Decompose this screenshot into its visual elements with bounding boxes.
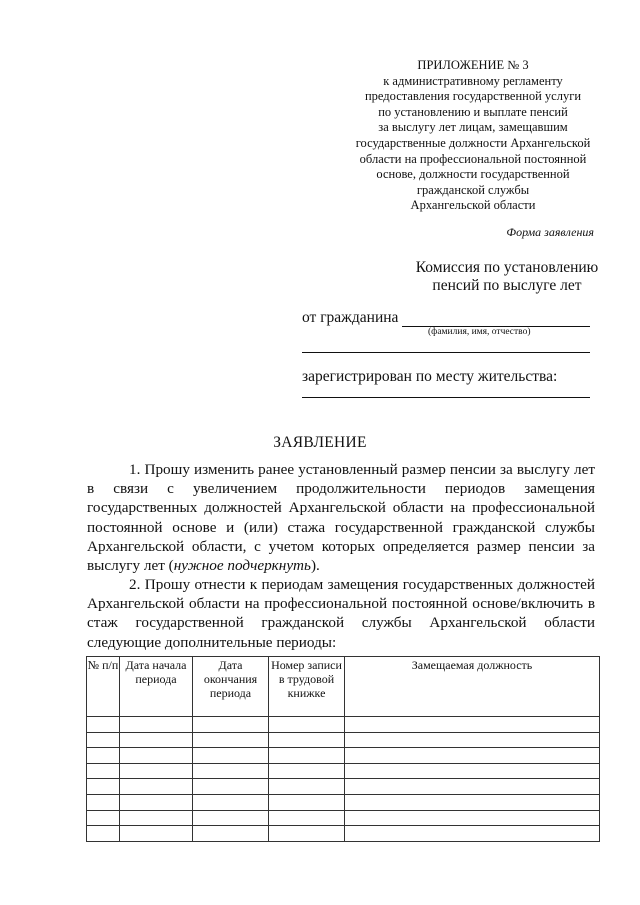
addressee-line: пенсий по выслуге лет [432, 277, 582, 294]
table-cell[interactable] [87, 763, 120, 779]
table-row [87, 748, 600, 764]
paragraph-1-note: нужное подчеркнуть [173, 557, 311, 575]
registration-address-field[interactable] [302, 382, 590, 398]
paragraph-1-text: 1. Прошу изменить ранее установленный размер пенсии за выслугу лет в связи с увеличением продолжительности периодов замещения государственных должностей Архангельской области на профессиональной постоянной основе и (или) стажа государственной гражданской службы Архангельской области, с учетом которых определяется размер пенсии за выслугу лет ( [87, 461, 595, 575]
full-name-hint: (фамилия, имя, отчество) [428, 327, 531, 337]
table-cell[interactable] [269, 794, 345, 810]
addressee [378, 259, 636, 295]
table-row [87, 794, 600, 810]
table-cell[interactable] [345, 763, 600, 779]
table-cell[interactable] [193, 826, 269, 842]
table-cell[interactable] [120, 732, 193, 748]
appendix-line: Архангельской области [410, 198, 536, 213]
full-name-continuation-field[interactable] [302, 337, 590, 353]
header-number: № п/п [87, 657, 120, 717]
table-cell[interactable] [269, 732, 345, 748]
form-label: Форма заявления [506, 225, 594, 239]
appendix-line: ПРИЛОЖЕНИЕ № 3 [417, 58, 529, 72]
header-start-date: Дата начала периода [120, 657, 193, 717]
appendix-line: гражданской службы [416, 182, 530, 197]
periods-table-body [87, 717, 600, 842]
appendix-line: области на профессиональной постоянной [359, 151, 587, 166]
header-position: Замещаемая должность [345, 657, 600, 717]
table-cell[interactable] [345, 810, 600, 826]
table-cell[interactable] [87, 748, 120, 764]
paragraph-1 [87, 460, 595, 575]
table-cell[interactable] [345, 794, 600, 810]
table-cell[interactable] [120, 763, 193, 779]
from-citizen-row [302, 309, 590, 327]
table-cell[interactable] [193, 794, 269, 810]
from-label: от гражданина [302, 309, 399, 326]
table-cell[interactable] [193, 763, 269, 779]
table-row [87, 779, 600, 795]
appendix-line: за выслугу лет лицам, замещавшим [378, 120, 568, 135]
table-cell[interactable] [87, 826, 120, 842]
appendix-block [330, 58, 616, 214]
table-cell[interactable] [120, 748, 193, 764]
table-cell[interactable] [87, 794, 120, 810]
periods-table [86, 656, 600, 842]
table-cell[interactable] [193, 717, 269, 733]
table-cell[interactable] [345, 732, 600, 748]
table-cell[interactable] [120, 794, 193, 810]
paragraph-1-end: ). [310, 557, 320, 575]
table-cell[interactable] [345, 717, 600, 733]
appendix-line: к административному регламенту [383, 73, 563, 88]
table-row [87, 717, 600, 733]
registration-label: зарегистрирован по месту жительства: [302, 368, 558, 385]
table-cell[interactable] [269, 717, 345, 733]
table-row [87, 732, 600, 748]
table-cell[interactable] [345, 779, 600, 795]
table-row [87, 763, 600, 779]
table-cell[interactable] [193, 779, 269, 795]
header-record-number: Номер записи в трудовой книжке [269, 657, 345, 717]
table-row [87, 810, 600, 826]
table-cell[interactable] [269, 779, 345, 795]
table-cell[interactable] [193, 732, 269, 748]
table-cell[interactable] [87, 779, 120, 795]
document-title: ЗАЯВЛЕНИЕ [273, 434, 367, 451]
table-cell[interactable] [120, 810, 193, 826]
table-row [87, 826, 600, 842]
table-cell[interactable] [345, 826, 600, 842]
paragraph-2: 2. Прошу отнести к периодам замещения государственных должностей Архангельской области на профессиональной постоянной основе/включить в стаж государственной гражданской службы Архангельской области следующие дополнительные периоды: [87, 576, 595, 651]
table-header-row [87, 657, 600, 717]
appendix-line: государственные должности Архангельской [355, 135, 591, 150]
table-cell[interactable] [269, 826, 345, 842]
table-cell[interactable] [193, 748, 269, 764]
table-cell[interactable] [193, 810, 269, 826]
appendix-line: по установлению и выплате пенсий [378, 104, 568, 119]
table-cell[interactable] [120, 717, 193, 733]
table-cell[interactable] [87, 717, 120, 733]
addressee-line: Комиссия по установлению [415, 259, 599, 276]
table-cell[interactable] [269, 763, 345, 779]
table-cell[interactable] [120, 826, 193, 842]
header-end-date: Дата окончания периода [193, 657, 269, 717]
table-cell[interactable] [345, 748, 600, 764]
appendix-line: основе, должности государственной [376, 167, 570, 182]
full-name-field[interactable] [402, 310, 590, 327]
table-cell[interactable] [87, 810, 120, 826]
table-cell[interactable] [87, 732, 120, 748]
table-cell[interactable] [120, 779, 193, 795]
table-cell[interactable] [269, 748, 345, 764]
appendix-line: предоставления государственной услуги [364, 89, 582, 104]
table-cell[interactable] [269, 810, 345, 826]
